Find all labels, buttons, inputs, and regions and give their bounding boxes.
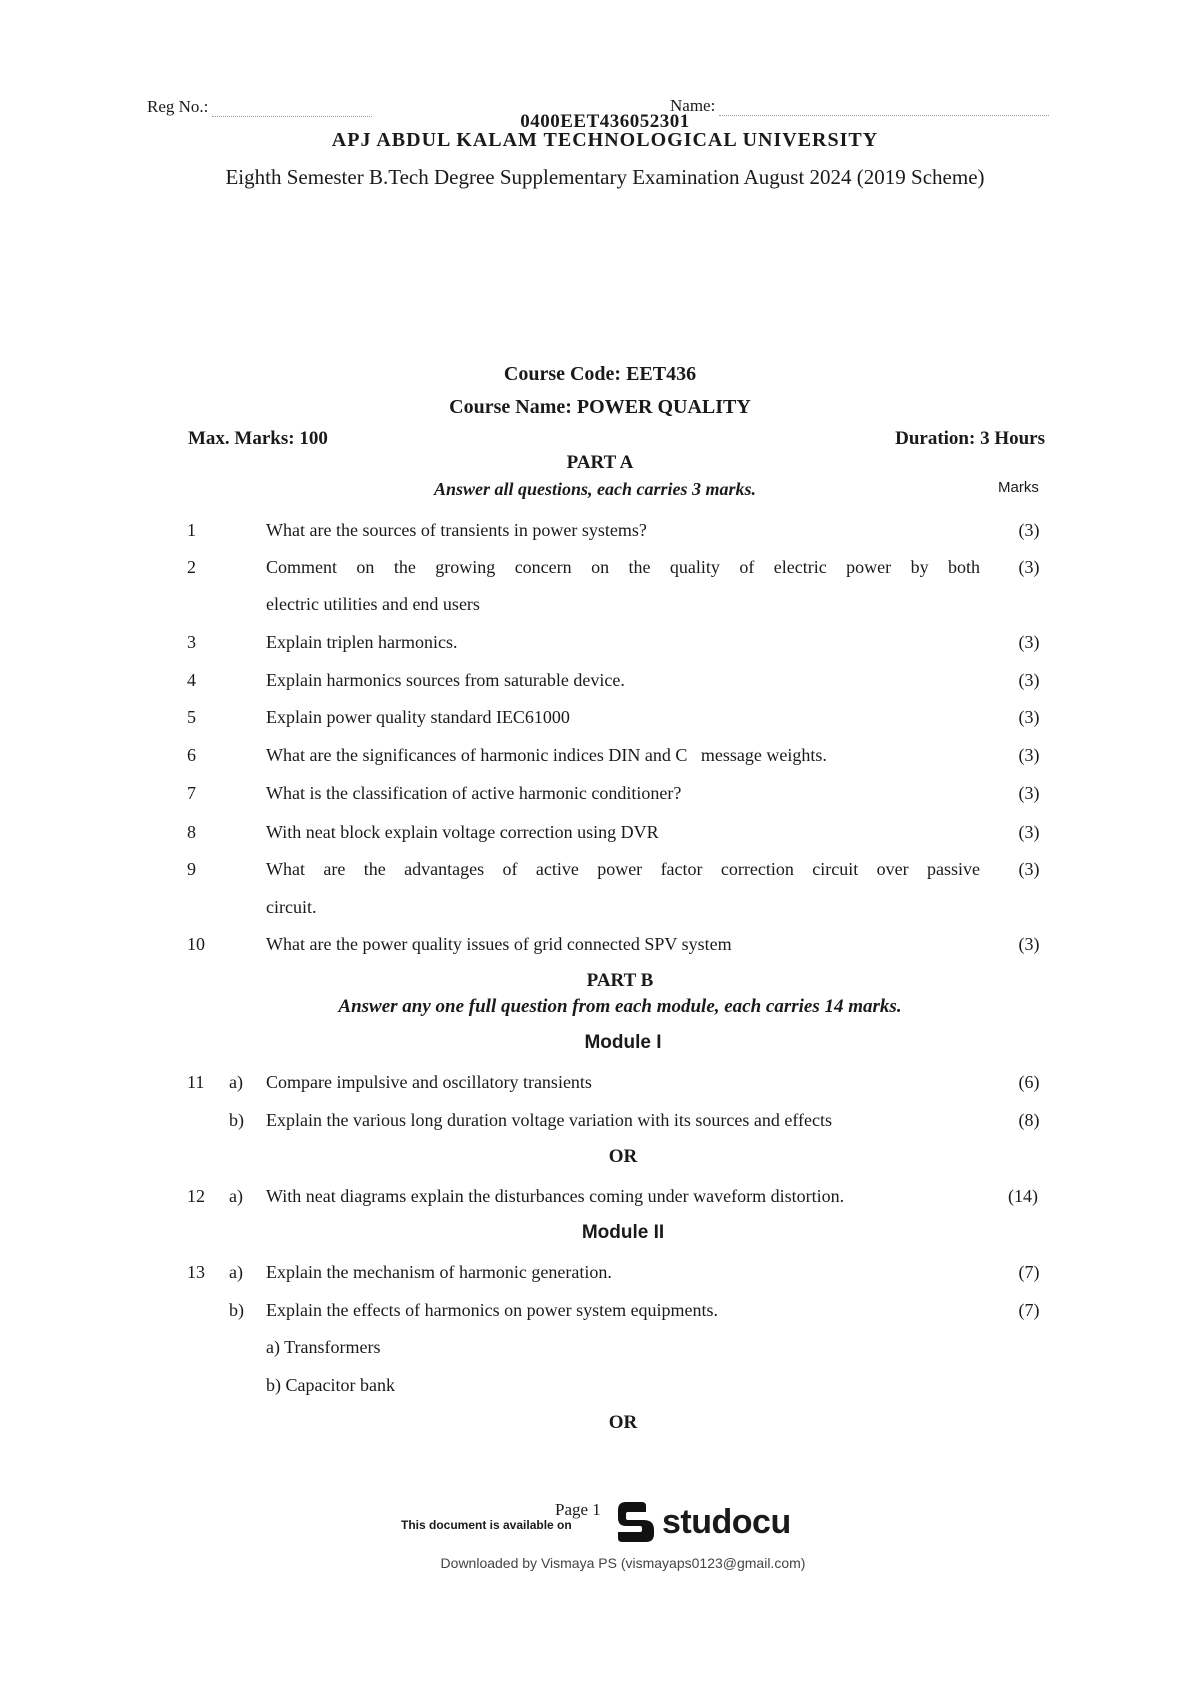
question-text: What are the advantages of active power factor correction circuit over passive xyxy=(266,859,980,879)
paper-code: 0400EET436052301 xyxy=(520,111,690,132)
question-text: Comment on the growing concern on the quality of electric power by both xyxy=(266,557,980,577)
question-number: 11 xyxy=(187,1072,205,1092)
question-text: With neat diagrams explain the disturbances coming under waveform distortion. xyxy=(266,1186,845,1206)
question-sub-label: b) xyxy=(229,1300,244,1320)
question-text-continued: circuit. xyxy=(266,897,317,917)
question-text: What are the sources of transients in power systems? xyxy=(266,520,647,540)
question-number: 1 xyxy=(187,520,196,540)
name-label: Name: xyxy=(670,96,716,115)
question-text: Explain the various long duration voltage variation with its sources and effects xyxy=(266,1110,833,1130)
question-marks: (7) xyxy=(1018,1300,1040,1320)
question-marks: (3) xyxy=(1018,822,1040,842)
question-number: 5 xyxy=(187,707,196,727)
part-a-title: PART A xyxy=(566,452,634,473)
question-marks: (3) xyxy=(1018,707,1040,727)
question-text: Compare impulsive and oscillatory transients xyxy=(266,1072,592,1092)
question-sub-label: b) xyxy=(229,1110,244,1130)
part-b-instruction: Answer any one full question from each module, each carries 14 marks. xyxy=(338,996,902,1017)
course-code: Course Code: EET436 xyxy=(503,363,697,385)
studocu-logo[interactable] xyxy=(612,1500,791,1544)
module-heading: Module II xyxy=(581,1222,665,1243)
question-text: Explain the effects of harmonics on power system equipments. xyxy=(266,1300,719,1320)
downloaded-by: Downloaded by Vismaya PS (vismayaps0123@gmail.com) xyxy=(440,1555,806,1571)
question-marks: (3) xyxy=(1018,632,1040,652)
question-marks: (3) xyxy=(1018,520,1040,540)
question-marks: (6) xyxy=(1018,1072,1040,1092)
question-sub-label: a) xyxy=(229,1072,243,1092)
or-separator: OR xyxy=(608,1412,638,1433)
available-on-text: This document is available on xyxy=(401,1518,572,1532)
question-text-continued: electric utilities and end users xyxy=(266,594,480,614)
question-text: Explain harmonics sources from saturable device. xyxy=(266,670,625,690)
question-text: What are the significances of harmonic indices DIN and C message weights. xyxy=(266,745,827,765)
part-a-instruction: Answer all questions, each carries 3 marks. xyxy=(433,479,757,499)
question-text: With neat block explain voltage correction using DVR xyxy=(266,822,659,842)
max-marks: Max. Marks: 100 xyxy=(188,428,328,449)
question-marks: (3) xyxy=(1018,745,1040,765)
question-text: What is the classification of active harmonic conditioner? xyxy=(266,783,682,803)
question-number: 12 xyxy=(187,1186,205,1206)
question-number: 10 xyxy=(187,934,205,954)
studocu-logo-icon xyxy=(612,1500,658,1544)
marks-header: Marks xyxy=(998,479,1039,496)
question-sub-label: a) xyxy=(229,1262,243,1282)
question-number: 13 xyxy=(187,1262,205,1282)
question-sub-item: a) Transformers xyxy=(266,1337,381,1357)
question-number: 8 xyxy=(187,822,196,842)
module-heading: Module I xyxy=(584,1032,662,1053)
question-text: Explain power quality standard IEC61000 xyxy=(266,707,570,727)
exam-title: Eighth Semester B.Tech Degree Supplementary Examination August 2024 (2019 Scheme) xyxy=(225,165,985,189)
question-number: 3 xyxy=(187,632,196,652)
question-text: What are the power quality issues of grid connected SPV system xyxy=(266,934,732,954)
question-marks: (3) xyxy=(1018,934,1040,954)
question-text: Explain the mechanism of harmonic generation. xyxy=(266,1262,612,1282)
question-text: Explain triplen harmonics. xyxy=(266,632,458,652)
question-number: 6 xyxy=(187,745,196,765)
or-separator: OR xyxy=(608,1146,638,1167)
question-marks: (14) xyxy=(1008,1186,1038,1206)
university-name: APJ ABDUL KALAM TECHNOLOGICAL UNIVERSITY xyxy=(331,129,879,151)
part-b-title: PART B xyxy=(586,970,654,991)
question-marks: (3) xyxy=(1018,557,1040,577)
question-number: 9 xyxy=(187,859,196,879)
question-sub-item: b) Capacitor bank xyxy=(266,1375,395,1395)
question-number: 2 xyxy=(187,557,196,577)
question-marks: (7) xyxy=(1018,1262,1040,1282)
question-marks: (8) xyxy=(1018,1110,1040,1130)
question-marks: (3) xyxy=(1018,859,1040,879)
question-number: 7 xyxy=(187,783,196,803)
studocu-brand: studocu xyxy=(662,1502,791,1541)
page-number: Page 1 xyxy=(555,1500,601,1519)
course-name: Course Name: POWER QUALITY xyxy=(449,396,751,418)
question-number: 4 xyxy=(187,670,196,690)
reg-no-label: Reg No.: xyxy=(147,97,209,116)
question-sub-label: a) xyxy=(229,1186,243,1206)
question-marks: (3) xyxy=(1018,670,1040,690)
duration: Duration: 3 Hours xyxy=(895,428,1045,449)
question-marks: (3) xyxy=(1018,783,1040,803)
